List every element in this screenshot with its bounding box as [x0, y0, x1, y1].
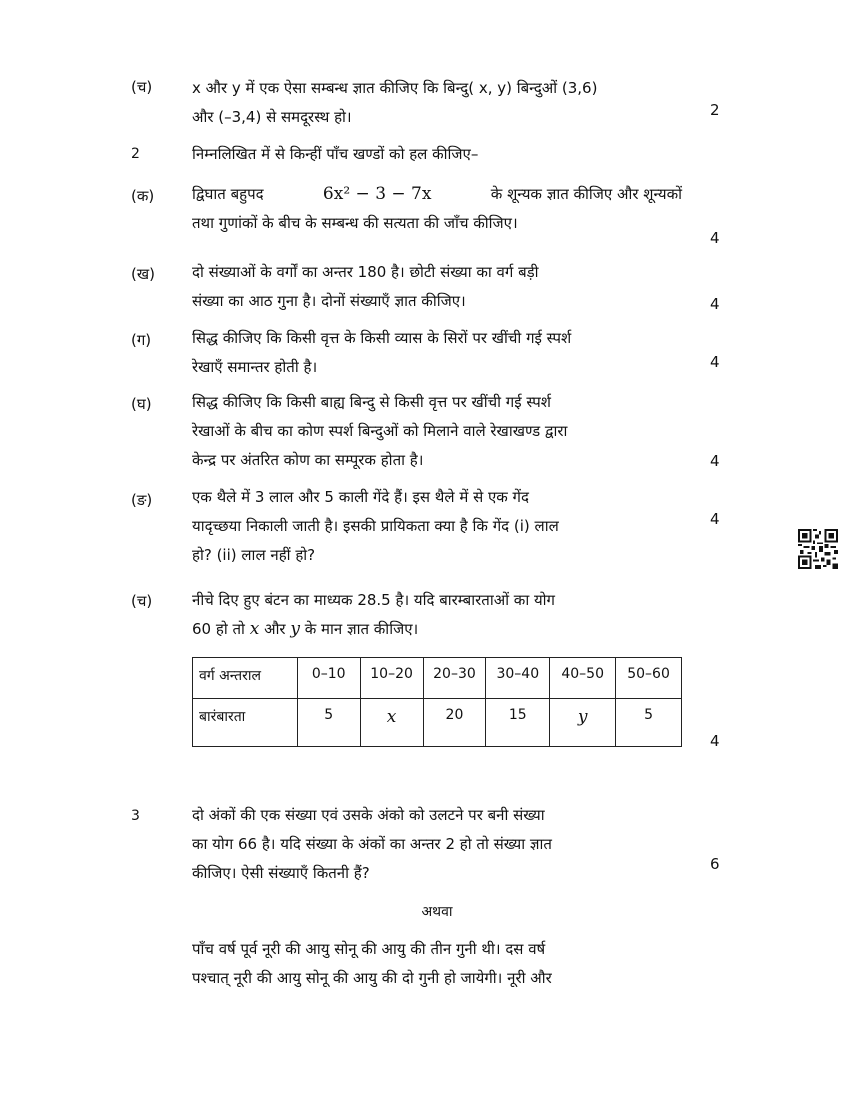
q2-kha-label: (ख)	[131, 265, 155, 283]
table-cell: 30–40	[486, 658, 550, 699]
table-cell: x	[360, 699, 423, 747]
q2-cha-var-y: y	[290, 619, 300, 639]
table-cell: 20	[423, 699, 486, 747]
q2-nga-marks: 4	[710, 510, 720, 528]
q2-cha-line2-post: के मान ज्ञात कीजिए।	[304, 620, 419, 638]
q3-alt-line2: पश्चात् नूरी की आयु सोनू की आयु की दो गुनी हो जायेगी। नूरी और	[192, 969, 552, 987]
table-row	[193, 658, 682, 699]
q3-marks: 6	[710, 855, 720, 873]
q2-ga-line1: सिद्ध कीजिए कि किसी वृत्त के किसी व्यास के सिरों पर खींची गई स्पर्श	[192, 329, 572, 347]
table-cell: 20–30	[423, 658, 486, 699]
table-cell: 10–20	[360, 658, 423, 699]
or-divider: अथवा	[421, 904, 453, 920]
table-cell: 50–60	[616, 658, 682, 699]
q2-ga-line2: रेखाएँ समान्तर होती है।	[192, 358, 318, 376]
table-cell: 5	[616, 699, 682, 747]
q3-line1: दो अंकों की एक संख्या एवं उसके अंको को उलटने पर बनी संख्या	[192, 806, 545, 824]
q2-kha-text	[192, 258, 682, 316]
q2-nga-line3: हो? (ii) लाल नहीं हो?	[192, 546, 316, 564]
table-cell: 0–10	[297, 658, 360, 699]
q2-instruction: निम्नलिखित में से किन्हीं पाँच खण्डों को हल कीजिए–	[192, 145, 479, 163]
q1-cha-text	[192, 74, 682, 132]
frequency-table	[192, 657, 682, 747]
q2-ka-marks: 4	[710, 229, 720, 247]
q2-ka-label: (क)	[131, 187, 155, 205]
q2-kha-line2: संख्या का आठ गुना है। दोनों संख्याएँ ज्ञात कीजिए।	[192, 292, 466, 310]
q2-cha-line2-pre: 60 हो तो	[192, 620, 245, 638]
table-row-header-frequency: बारंबारता	[193, 699, 298, 747]
q2-cha-line1: नीचे दिए हुए बंटन का माध्यक 28.5 है। यदि बारम्बारताओं का योग	[192, 591, 556, 609]
q2-nga-line1: एक थैले में 3 लाल और 5 काली गेंदे हैं। इस थैले में से एक गेंद	[192, 488, 529, 506]
q3-alt-text	[192, 935, 682, 993]
q2-cha-marks: 4	[710, 732, 720, 750]
q3-alt-line1: पाँच वर्ष पूर्व नूरी की आयु सोनू की आयु की तीन गुनी थी। दस वर्ष	[192, 940, 546, 958]
q2-kha-marks: 4	[710, 295, 720, 313]
q2-ga-marks: 4	[710, 353, 720, 371]
q2-gha-text	[192, 388, 682, 475]
q1-cha-marks: 2	[710, 101, 720, 119]
q2-gha-line1: सिद्ध कीजिए कि किसी बाह्य बिन्दु से किसी वृत्त पर खींची गई स्पर्श	[192, 393, 551, 411]
q3-number: 3	[131, 808, 140, 824]
q2-ka-polynomial: 6x² − 3 − 7x	[322, 184, 432, 204]
table-cell: 5	[297, 699, 360, 747]
q2-gha-line3: केन्द्र पर अंतरित कोण का सम्पूरक होता है।	[192, 451, 424, 469]
q2-ka-line2: तथा गुणांकों के बीच के सम्बन्ध की सत्यता की जाँच कीजिए।	[192, 214, 518, 232]
qr-code-icon	[798, 529, 838, 569]
q2-cha-label: (च)	[131, 592, 153, 610]
q2-nga-line2: यादृच्छया निकाली जाती है। इसकी प्रायिकता क्या है कि गेंद (i) लाल	[192, 517, 559, 535]
q2-gha-label: (घ)	[131, 395, 152, 413]
q3-line3: कीजिए। ऐसी संख्याएँ कितनी हैं?	[192, 864, 370, 882]
q2-nga-text	[192, 483, 682, 570]
q2-gha-marks: 4	[710, 452, 720, 470]
table-cell: y	[550, 699, 616, 747]
q1-cha-line1: x और y में एक ऐसा सम्बन्ध ज्ञात कीजिए कि बिन्दु( x, y) बिन्दुओं (3,6)	[192, 79, 598, 97]
q3-line2: का योग 66 है। यदि संख्या के अंकों का अन्तर 2 हो तो संख्या ज्ञात	[192, 835, 552, 853]
q2-cha-text	[192, 586, 682, 644]
q2-ga-text	[192, 324, 682, 382]
q3-text	[192, 801, 682, 888]
table-cell: 15	[486, 699, 550, 747]
q2-ga-label: (ग)	[131, 331, 152, 349]
q2-ka-post: के शून्यक ज्ञात कीजिए और शून्यकों	[490, 185, 682, 203]
q2-ka-text	[192, 180, 682, 238]
table-cell: 40–50	[550, 658, 616, 699]
q2-number: 2	[131, 146, 140, 162]
q1-cha-line2: और (–3,4) से समदूरस्थ हो।	[192, 108, 352, 126]
table-row	[193, 699, 682, 747]
q2-kha-line1: दो संख्याओं के वर्गों का अन्तर 180 है। छोटी संख्या का वर्ग बड़ी	[192, 263, 539, 281]
q2-cha-and: और	[264, 620, 286, 638]
q2-gha-line2: रेखाओं के बीच का कोण स्पर्श बिन्दुओं को मिलाने वाले रेखाखण्ड द्वारा	[192, 422, 568, 440]
table-row-header-class: वर्ग अन्तराल	[193, 658, 298, 699]
q2-cha-var-x: x	[249, 619, 260, 639]
q1-cha-label: (च)	[131, 78, 153, 96]
q2-nga-label: (ङ)	[131, 491, 153, 509]
q2-ka-pre: द्विघात बहुपद	[192, 185, 264, 203]
